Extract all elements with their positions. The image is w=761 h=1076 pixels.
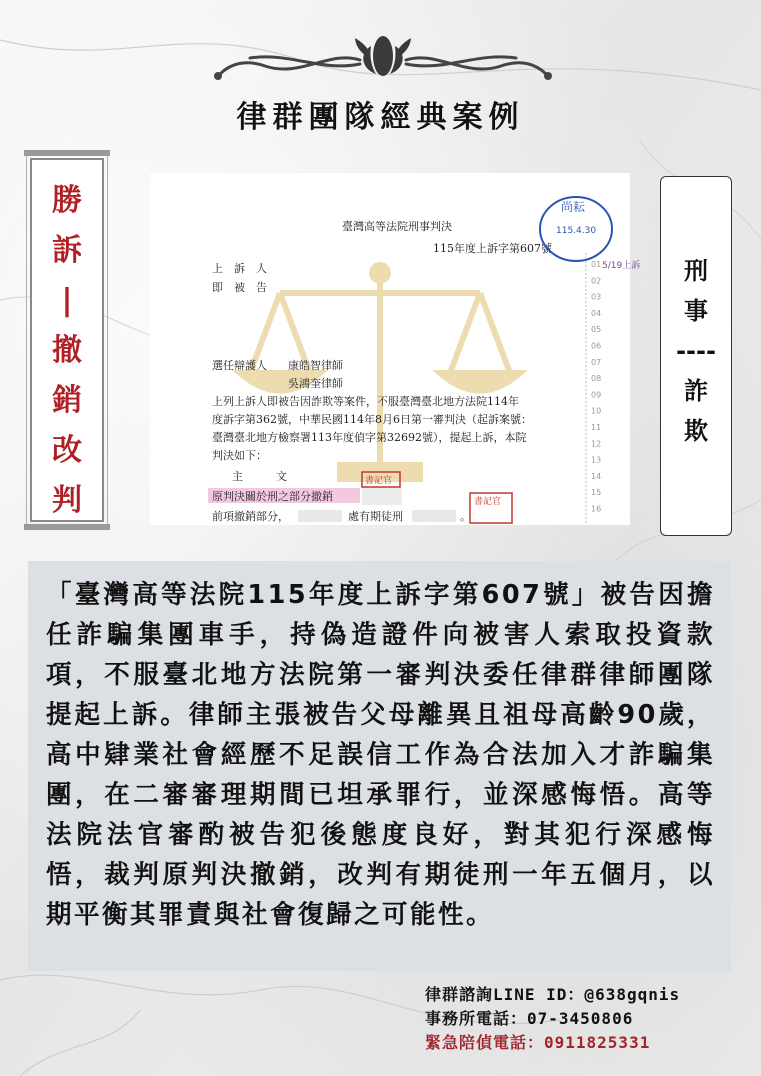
case-type-label-box [660,176,732,536]
line-number: 06 [591,341,602,351]
judgment-document-svg [150,173,641,525]
line-number: 01 [591,260,602,269]
outcome-label-line: 撤 [52,333,82,368]
emergency-phone[interactable]: 緊急陪偵電話：0911825331 [425,1033,651,1052]
line-number: 14 [591,471,602,481]
body-line: 臺灣臺北地方檢察署113年度偵字第32692號），提起上訴，本院 [212,431,527,444]
line-numbers [586,253,601,525]
outcome-label-line: 判 [52,483,82,518]
court-title: 臺灣高等法院刑事判決 [342,220,452,233]
stamp-text: 尚耘 [561,200,586,214]
outcome-label-box [30,158,104,522]
line-number: 05 [591,325,602,335]
main-text-label: 主 文 [232,470,287,483]
lawyer-1: 康皓智律師 [288,359,343,372]
contact-info [425,983,745,1055]
defense-label: 選任辯護人 [212,359,267,372]
body-line: 判決如下： [212,449,267,462]
sentence-line-2: 處有期徒刑 [348,510,403,523]
clerk-stamp-text: 書記官 [365,476,393,486]
case-number: 115年度上訴字第607號 [433,242,552,255]
case-type-label-text [661,251,731,451]
outcome-label-line: 銷 [52,383,82,418]
case-type-line: ---- [676,337,716,365]
case-type-line: 刑 [684,257,708,285]
received-stamp [540,197,612,261]
line-number: 07 [591,357,602,367]
line-number: 03 [591,292,602,302]
body-line: 上列上訴人即被告因詐欺等案件，不服臺灣臺北地方法院114年 [212,395,519,408]
case-type-line: 欺 [684,417,708,445]
ruling-line: 原判決關於刑之部分撤銷 [212,490,333,503]
line-number: 13 [591,455,602,465]
defendant-label: 即 被 告 [212,281,267,294]
line-number: 09 [591,390,602,400]
case-type-line: 事 [684,297,708,325]
judgment-document-image [150,173,641,525]
appellant-label: 上 訴 人 [212,262,267,275]
line-number: 02 [591,276,602,286]
stamp-date: 115.4.30 [556,226,597,236]
line-number: 12 [591,439,602,449]
outcome-label-line: 勝 [52,183,82,218]
sentence-end: 。 [460,510,471,523]
sentence-line: 前項撤銷部分， [212,510,289,523]
clerk-stamp-text: 書記官 [474,497,502,507]
line-id[interactable]: 律群諮詢LINE ID：@638gqnis [425,985,681,1004]
outcome-label-line: | [61,283,73,318]
lawyer-2: 吳鴻奎律師 [288,377,343,390]
line-number: 04 [591,308,602,318]
case-description: 「臺灣高等法院115年度上訴字第607號」被告因擔任詐騙集團車手，持偽造證件向被害人索取投資款項，不服臺北地方法院第一審判決委任律群律師團隊提起上訴。律師主張被告父母離異且祖母高齡90歲，高中肄業社會經歷不足誤信工作為合法加入才詐騙集團，在二審審理期間已坦承罪行，並深感悔悟。高等法院法官審酌被告犯後態度良好，對其犯行深感悔悟，裁判原判決撤銷，改判有期徒刑一年五個月，以期平衡其罪責與社會復歸之可能性。 [46,580,715,930]
line-number: 10 [591,406,602,416]
outcome-label-line: 訴 [52,233,82,268]
redaction-block [412,510,456,522]
redaction-block [362,487,402,505]
line-number: 15 [591,488,602,498]
header-ornament [210,28,556,88]
case-description-box [28,561,731,971]
handwritten-note: 5/19上訴 [602,261,641,271]
scales-watermark [240,265,520,479]
clerk-stamp [470,493,512,523]
line-number: 16 [591,504,602,514]
redaction-block [298,510,342,522]
office-phone[interactable]: 事務所電話：07-3450806 [425,1009,634,1028]
line-number: 11 [591,423,602,432]
body-line: 度訴字第362號，中華民國114年8月6日第一審判決（起訴案號： [212,413,532,426]
page-title: 律群團隊經典案例 [236,100,525,135]
line-number: 08 [591,374,602,384]
outcome-label-text [32,176,102,526]
case-type-line: 詐 [684,377,708,405]
outcome-label-line: 改 [52,433,82,468]
